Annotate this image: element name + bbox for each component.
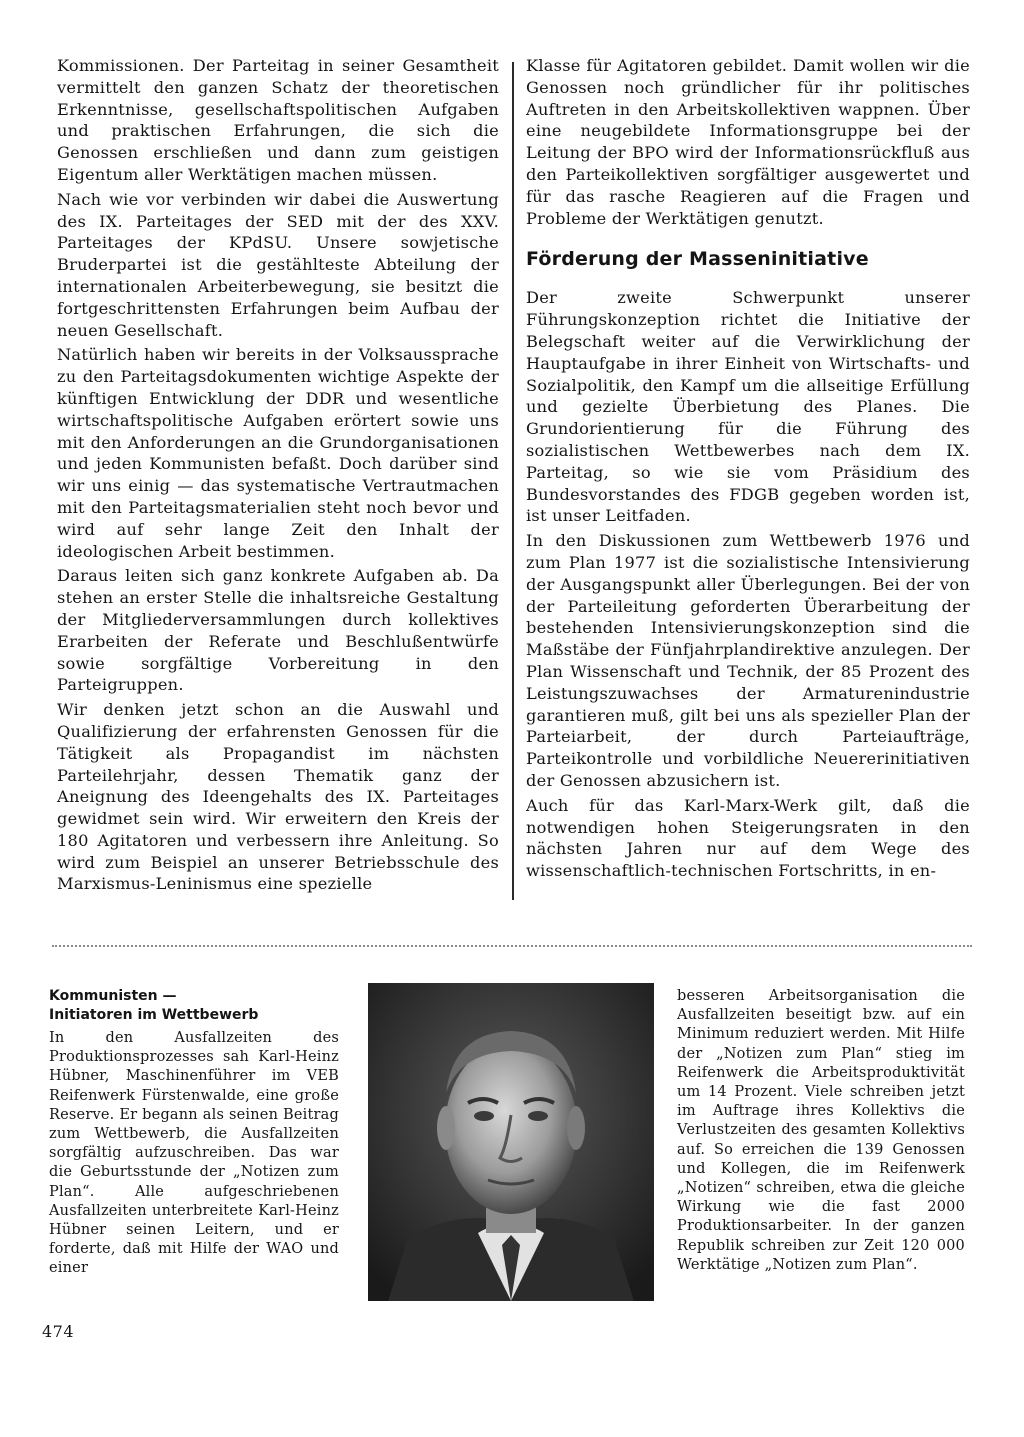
article-left-column — [57, 55, 499, 898]
article-paragraph: Klasse für Agitatoren gebildet. Damit wollen wir die Genossen noch gründlicher für ihr politisches Auftreten in den Arbeitskollektiven wappnen. Über eine neugebildete Informationsgruppe bei der Leitung der BPO wird der Informationsrückfluß aus den Parteikollektiven sorgfältiger ausgewertet und für das rasche Reagieren auf die Fragen und Probleme der Werktätigen genutzt. — [526, 56, 970, 228]
article-right-column — [526, 55, 970, 885]
sidebar-heading — [49, 987, 339, 1025]
article-paragraph: Der zweite Schwerpunkt unserer Führungskonzeption richtet die Initiative der Belegschaft weiter auf die Verwirklichung der Hauptaufgabe in ihrer Einheit von Wirtschafts- und Sozialpolitik, den Kampf um die allseitige Erfüllung und gezielte Überbietung des Planes. Die Grundorientierung für die Führung des sozialistischen Wettbewerbes nach dem IX. Parteitag, so wie sie vom Präsidium des Bundesvorstandes des FDGB gegeben worden ist, ist unser Leitfaden. — [526, 288, 970, 526]
article-paragraph: Kommissionen. Der Parteitag in seiner Gesamtheit vermittelt den ganzen Schatz der theoretischen Erkenntnisse, gesellschaftspolitischen Aufgaben und praktischen Erfahrungen, die sich die Genossen erschließen und dann zum geistigen Eigentum aller Werktätigen machen müssen. — [57, 56, 499, 184]
sidebar-heading-line1: Kommunisten — — [49, 988, 177, 1004]
article-paragraph: Auch für das Karl-Marx-Werk gilt, daß die notwendigen hohen Steigerungsraten in den nächsten Jahren nur auf dem Wege des wissenschaftlich-technischen Fortschritts, in en- — [526, 795, 970, 881]
section-divider — [52, 945, 972, 947]
article-paragraph: Nach wie vor verbinden wir dabei die Auswertung des IX. Parteitages der SED mit der des XXV. Parteitages der KPdSU. Unsere sowjetische Bruderpartei ist die gestählteste Abteilung der internationalen Arbeiterbewegung, sie besitzt die fortgeschrittensten Erfahrungen beim Aufbau der neuen Gesellschaft. — [57, 189, 499, 340]
sidebar-paragraph: In den Ausfallzeiten des Produktionsprozesses sah Karl-Heinz Hübner, Maschinenführer im VEB Reifenwerk Fürstenwalde, eine große Reserve. Er begann als seinen Beitrag zum Wettbewerb, die Ausfallzeiten sorgfältig aufzuschreiben. Das war die Geburtsstunde der „Notizen zum Plan“. Alle aufgeschriebenen Ausfallzeiten unterbreitete Karl-Heinz Hübner seinen Leitern, und er forderte, daß mit Hilfe der WAO und einer — [49, 1030, 339, 1277]
section-heading: Förderung der Masseninitiative — [526, 248, 869, 271]
article-paragraph: Wir denken jetzt schon an die Auswahl und Qualifizierung der erfahrensten Genossen für die Tätigkeit als Propagandist im nächsten Parteilehrjahr, dessen Thematik ganz der Aneignung des Ideengehalts des IX. Parteitages gewidmet sein wird. Wir erweitern den Kreis der 180 Agitatoren und verbessern ihre Anleitung. So wird zum Beispiel an unserer Betriebsschule des Marxismus-Leninismus eine spezielle — [57, 700, 499, 894]
sidebar-left-column — [49, 987, 339, 1279]
article-paragraph: Daraus leiten sich ganz konkrete Aufgaben ab. Da stehen an erster Stelle die inhaltsreiche Gestaltung der Mitgliederversammlungen durch kollektives Erarbeiten der Referate und Beschlußentwürfe sowie sorgfältige Vorbereitung in den Parteigruppen. — [57, 566, 499, 695]
sidebar-paragraph: besseren Arbeitsorganisation die Ausfallzeiten beseitigt bzw. auf ein Minimum reduziert werden. Mit Hilfe der „Notizen zum Plan“ stieg im Reifenwerk die Arbeitsproduktivität um 14 Prozent. Viele schreiben jetzt im Auftrage ihres Kollektivs die Verlustzeiten des gesamten Kollektivs auf. So erreichen die 139 Genossen und Kollegen, die im Reifenwerk „Notizen“ schreiben, etwa die gleiche Wirkung wie die fast 2000 Produktionsarbeiter. In der ganzen Republik schreiben zur Zeit 120 000 Werktätige „Notizen zum Plan“. — [677, 988, 965, 1273]
sidebar-heading-line2: Initiatoren im Wettbewerb — [49, 1007, 259, 1023]
article-paragraph: Natürlich haben wir bereits in der Volksaussprache zu den Parteitagsdokumenten wichtige Aspekte der künftigen Entwicklung der DDR und wesentliche wirtschaftspolitische Aufgaben erörtert sowie uns mit den Anforderungen an die Grundorganisationen und jeden Kommunisten befaßt. Doch darüber sind wir uns einig — das systematische Vertrautmachen mit den Parteitagsmaterialien steht noch bevor und wird auf sehr lange Zeit den Inhalt der ideologischen Arbeit bestimmen. — [57, 345, 499, 561]
portrait-illustration — [368, 983, 654, 1301]
article-paragraph: In den Diskussionen zum Wettbewerb 1976 und zum Plan 1977 ist die sozialistische Intensivierung der Ausgangspunkt aller Überlegungen. Bei der von der Parteileitung geforderten Überarbeitung der bestehenden Intensivierungskonzeption sind die Maßstäbe der Fünfjahrplandirektive anzulegen. Der Plan Wissenschaft und Technik, der 85 Prozent des Leistungszuwachses der Armaturenindustrie garantieren muß, gilt bei uns als spezieller Plan der Parteiarbeit, der durch Parteiaufträge, Parteikontrolle und vorbildliche Neuererinitiativen der Genossen abzusichern ist. — [526, 531, 970, 790]
portrait-photo — [368, 983, 654, 1301]
page-number: 474 — [42, 1322, 75, 1341]
sidebar-right-column — [677, 987, 965, 1275]
column-divider — [512, 62, 514, 900]
